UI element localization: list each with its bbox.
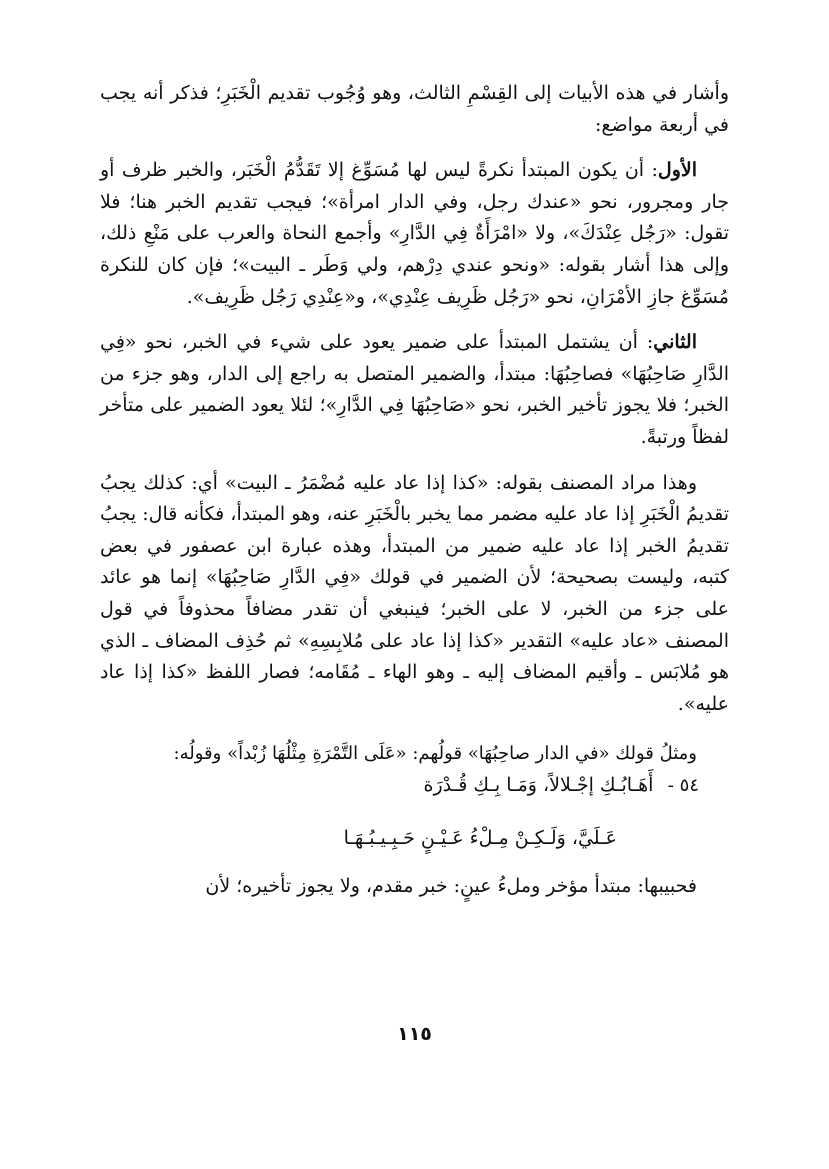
first-case-text: : أن يكون المبتدأ نكرةً ليس لها مُسَوِّغ إلا تَقَدُّمُ الْخَبَر، والخبر ظرف أو جار ومجرور، نحو «عندك رجل، وفي الدار امرأة»؛ فيجب تقديم الخبر هنا؛ فلا تقول: «رَجُل عِنْدَكَ»، ولا «امْرَأَةٌ فِي الدَّارِ» وأجمع النحاة والعرب على مَنْعِ ذلك، وإلى هذا أشار بقوله: «ونحو عندي دِرْهم، ولي وَطَر ـ البيت»؛ فإن كان للنكرة مُسَوِّغ جازِ الأمْرَانِ، نحو «رَجُل ظَرِيف عِنْدِي»، و«عِنْدِي رَجُل ظَرِيف».	[100, 159, 729, 308]
second-case-paragraph	[100, 327, 729, 453]
intro-text: وأشار في هذه الأبيات إلى القِسْمِ الثالث، وهو وُجُوب تقديم الْخَبَرِ؛ فذكر أنه يجب في أربعة مواضع:	[100, 82, 729, 136]
explanation-paragraph	[100, 468, 729, 721]
verse-first-hemistich	[100, 770, 729, 802]
verse-line-1: أَهَـابُـكِ إجْـلالاً، وَمَـا بِـكِ قُـدْرَة	[423, 773, 654, 796]
verse-analysis: فحبيبها: مبتدأ مؤخر وملءُ عينٍ: خبر مقدم، ولا يجوز تأخيره؛ لأن	[205, 875, 697, 898]
intro-paragraph	[100, 78, 729, 141]
explanation-text: وهذا مراد المصنف بقوله: «كذا إذا عاد عليه مُضْمَرُ ـ البيت» أي: كذلك يجبُ تقديمُ الْخَبَرِ إذا عاد عليه مضمر مما يخبر بالْخَبَرِ عنه، وهو المبتدأ، فكأنه قال: يجبُ تقديمُ الخبر إذا عاد عليه ضمير من المبتدأ، وهذه عبارة ابن عصفور في بعض كتبه، وليست بصحيحة؛ لأن الضمير في قولك «فِي الدَّارِ صَاحِبُهَا» إنما هو عائد على جزء من الخبر، لا على الخبر؛ فينبغي أن تقدر مضافاً محذوفاً في قول المصنف «عاد عليه» التقدير «كذا إذا عاد على مُلابِسِهِ» ثم حُذِف المضاف ـ الذي هو مُلابَس ـ وأقيم المضاف إليه ـ وهو الهاء ـ مُقَامه؛ فصار اللفظ «كذا إذا عاد عليه».	[100, 471, 729, 715]
verse-second-hemistich: عَـلَيَّ، وَلَـكِـنْ مِـلْءُ عَـيْـنٍ حَـبِـيـبُـهَـا	[343, 827, 617, 850]
verse-number: ٥٤ -	[667, 774, 699, 796]
second-case-label: الثاني	[653, 331, 697, 354]
first-case-paragraph	[100, 155, 729, 313]
second-case-text: : أن يشتمل المبتدأ على ضمير يعود على شيء في الخبر، نحو «فِي الدَّارِ صَاحِبُهَا» فصاحِبُهَا: مبتدأ، والضمير المتصل به راجع إلى الدار، وهو جزء من الخبر؛ فلا يجوز تأخير الخبر، نحو «صَاحِبُهَا فِي الدَّارِ»؛ لئلا يعود الضمير على متأخر لفظاً ورتبةً.	[100, 331, 729, 448]
body-text	[100, 78, 729, 903]
page-number: ١١٥	[397, 1023, 432, 1045]
first-case-label: الأول	[657, 159, 697, 182]
poem-intro: ومثلُ قولك «في الدار صاحِبُهَا» قولُهم: «عَلَى التَّمْرَةِ مِثْلُهَا زُبْداً» وقولُه:	[173, 743, 697, 765]
